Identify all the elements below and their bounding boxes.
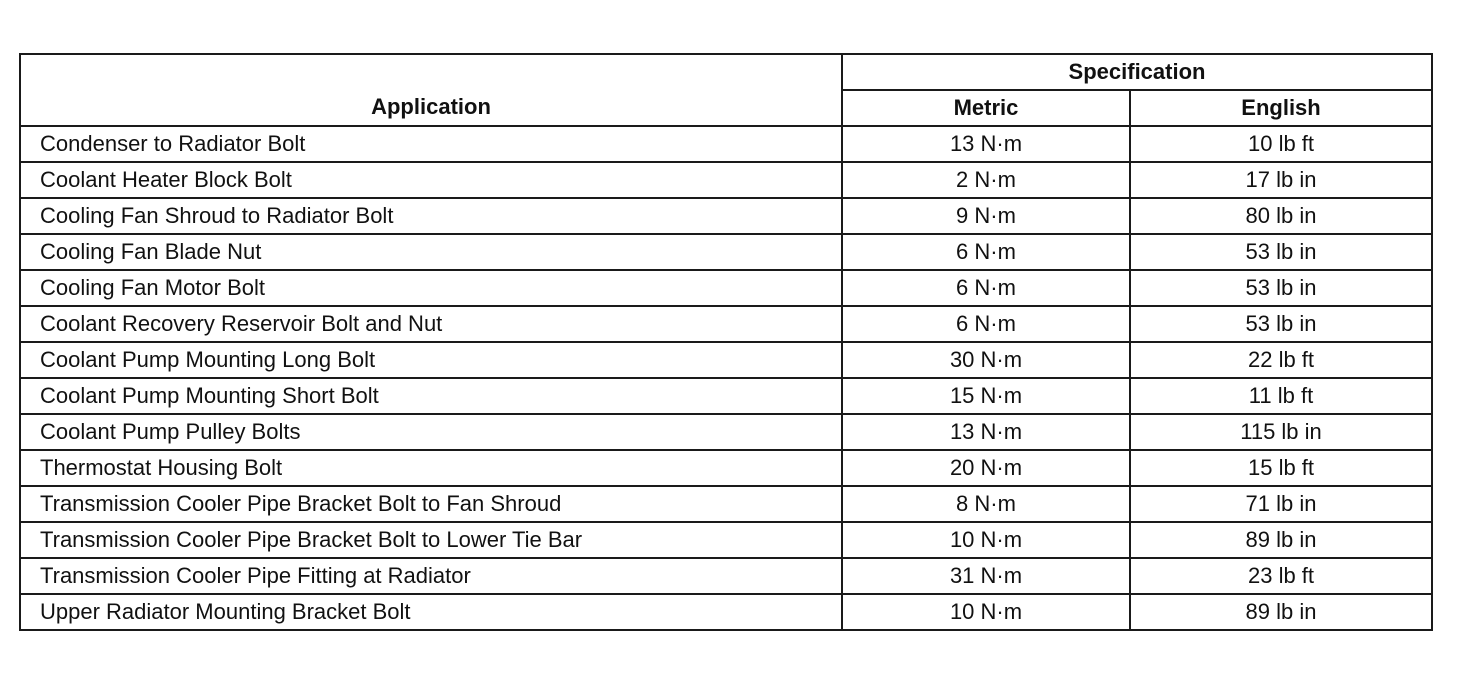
metric-cell: 9 N·m bbox=[842, 198, 1130, 234]
metric-cell: 10 N·m bbox=[842, 594, 1130, 630]
application-cell: Cooling Fan Blade Nut bbox=[20, 234, 842, 270]
table-body bbox=[20, 126, 1432, 630]
table-row bbox=[20, 414, 1432, 450]
english-cell: 11 lb ft bbox=[1130, 378, 1432, 414]
table-row bbox=[20, 522, 1432, 558]
application-cell: Cooling Fan Motor Bolt bbox=[20, 270, 842, 306]
metric-cell: 13 N·m bbox=[842, 414, 1130, 450]
metric-cell: 15 N·m bbox=[842, 378, 1130, 414]
table-row bbox=[20, 306, 1432, 342]
metric-cell: 13 N·m bbox=[842, 126, 1130, 162]
table-row bbox=[20, 126, 1432, 162]
english-cell: 115 lb in bbox=[1130, 414, 1432, 450]
metric-cell: 31 N·m bbox=[842, 558, 1130, 594]
application-cell: Coolant Recovery Reservoir Bolt and Nut bbox=[20, 306, 842, 342]
metric-cell: 6 N·m bbox=[842, 234, 1130, 270]
table-row bbox=[20, 378, 1432, 414]
table-row bbox=[20, 198, 1432, 234]
english-cell: 23 lb ft bbox=[1130, 558, 1432, 594]
metric-cell: 20 N·m bbox=[842, 450, 1130, 486]
table-row bbox=[20, 594, 1432, 630]
metric-cell: 30 N·m bbox=[842, 342, 1130, 378]
table-row bbox=[20, 450, 1432, 486]
application-cell: Transmission Cooler Pipe Bracket Bolt to Lower Tie Bar bbox=[20, 522, 842, 558]
english-cell: 80 lb in bbox=[1130, 198, 1432, 234]
english-cell: 89 lb in bbox=[1130, 594, 1432, 630]
header-row-top bbox=[20, 54, 1432, 90]
application-cell: Cooling Fan Shroud to Radiator Bolt bbox=[20, 198, 842, 234]
table-row bbox=[20, 342, 1432, 378]
application-cell: Coolant Pump Mounting Long Bolt bbox=[20, 342, 842, 378]
metric-cell: 6 N·m bbox=[842, 270, 1130, 306]
english-cell: 71 lb in bbox=[1130, 486, 1432, 522]
application-cell: Upper Radiator Mounting Bracket Bolt bbox=[20, 594, 842, 630]
application-cell: Thermostat Housing Bolt bbox=[20, 450, 842, 486]
metric-cell: 6 N·m bbox=[842, 306, 1130, 342]
english-cell: 53 lb in bbox=[1130, 234, 1432, 270]
application-header: Application bbox=[20, 54, 842, 126]
application-cell: Coolant Pump Pulley Bolts bbox=[20, 414, 842, 450]
english-cell: 53 lb in bbox=[1130, 306, 1432, 342]
table-row bbox=[20, 558, 1432, 594]
english-cell: 53 lb in bbox=[1130, 270, 1432, 306]
application-cell: Transmission Cooler Pipe Bracket Bolt to Fan Shroud bbox=[20, 486, 842, 522]
table-row bbox=[20, 234, 1432, 270]
english-header: English bbox=[1130, 90, 1432, 126]
metric-cell: 10 N·m bbox=[842, 522, 1130, 558]
metric-cell: 8 N·m bbox=[842, 486, 1130, 522]
specification-header: Specification bbox=[842, 54, 1432, 90]
english-cell: 17 lb in bbox=[1130, 162, 1432, 198]
table-header bbox=[20, 54, 1432, 126]
english-cell: 10 lb ft bbox=[1130, 126, 1432, 162]
torque-spec-table bbox=[19, 53, 1433, 631]
application-cell: Coolant Heater Block Bolt bbox=[20, 162, 842, 198]
application-cell: Coolant Pump Mounting Short Bolt bbox=[20, 378, 842, 414]
table-row bbox=[20, 486, 1432, 522]
application-cell: Transmission Cooler Pipe Fitting at Radiator bbox=[20, 558, 842, 594]
table-row bbox=[20, 162, 1432, 198]
table-row bbox=[20, 270, 1432, 306]
metric-cell: 2 N·m bbox=[842, 162, 1130, 198]
english-cell: 15 lb ft bbox=[1130, 450, 1432, 486]
english-cell: 89 lb in bbox=[1130, 522, 1432, 558]
english-cell: 22 lb ft bbox=[1130, 342, 1432, 378]
application-cell: Condenser to Radiator Bolt bbox=[20, 126, 842, 162]
metric-header: Metric bbox=[842, 90, 1130, 126]
